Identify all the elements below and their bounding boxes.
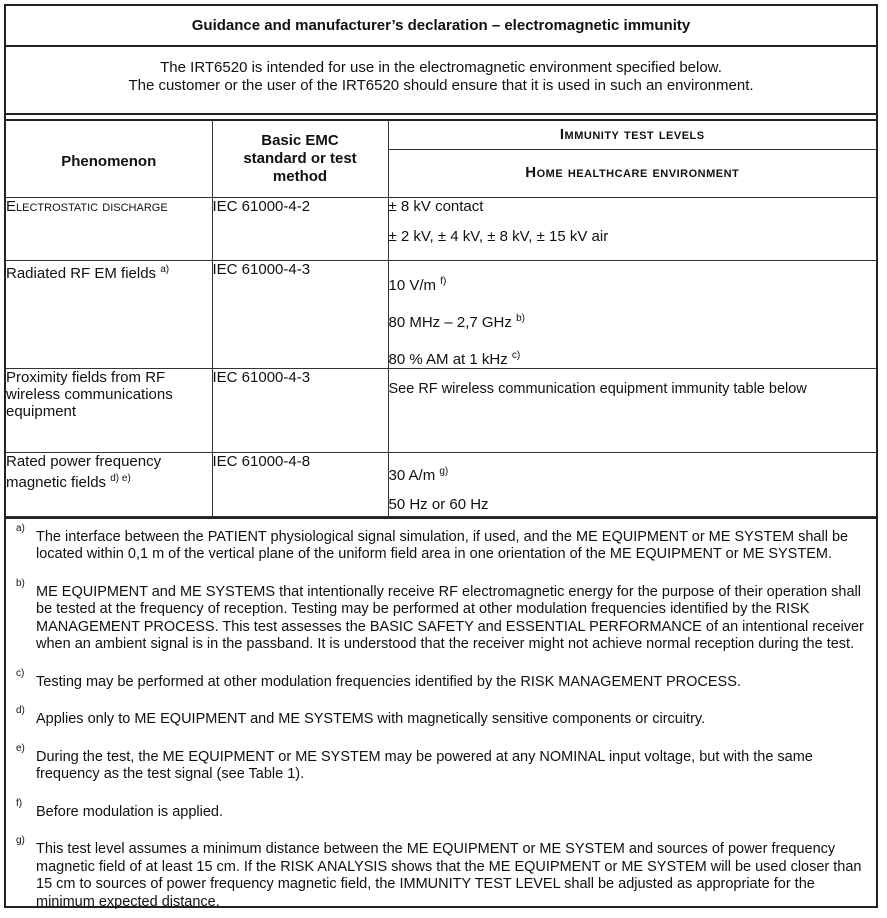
header-standard: Basic EMC standard or test method bbox=[212, 121, 388, 197]
levels-cell bbox=[388, 452, 876, 516]
level-item: 10 V/m $^{f)}$ bbox=[388, 275, 447, 294]
table-row bbox=[6, 197, 876, 260]
footnote-ref: g) bbox=[439, 465, 449, 477]
footnote-mark: a) bbox=[16, 522, 25, 534]
standard-cell: IEC 61000-4-8 bbox=[212, 452, 388, 516]
immunity-table bbox=[6, 121, 876, 517]
footnote-item bbox=[16, 578, 870, 654]
table-row bbox=[6, 260, 876, 368]
phenomenon-cell bbox=[6, 368, 212, 452]
levels-cell bbox=[388, 197, 876, 260]
document-title: Guidance and manufacturer’s declaration – electromagnetic immunity bbox=[6, 6, 876, 47]
footnote-mark: b) bbox=[16, 577, 25, 589]
phenomenon-cell bbox=[6, 452, 212, 516]
footnote-text: Before modulation is applied. bbox=[36, 803, 224, 820]
footnote-text: This test level assumes a minimum distance between the ME EQUIPMENT or ME SYSTEM and sources of power frequency magnetic field of at least 15 cm. If the RISK ANALYSIS shows that the ME EQUIPMENT or ME SYSTEM will be used closer than 15 cm to sources of power frequency magnetic field, the IMMUNITY TEST LEVEL shall be adjusted as appropriate for the minimum expected distance. bbox=[36, 841, 862, 910]
footnote-mark: d) bbox=[16, 705, 25, 716]
footnote-mark: e) bbox=[16, 742, 25, 754]
header-immunity-levels: Immunity test levels bbox=[388, 121, 876, 149]
footnote-ref: b) bbox=[516, 312, 525, 324]
emc-immunity-declaration bbox=[4, 4, 878, 908]
header-phenomenon: Phenomenon bbox=[6, 121, 212, 197]
footnote-item bbox=[16, 835, 870, 911]
intro-line-1: The IRT6520 is intended for use in the electromagnetic environment specified below. bbox=[160, 59, 722, 76]
footnote-item bbox=[16, 705, 870, 729]
footnote-item bbox=[16, 523, 870, 564]
intro-line-2: The customer or the user of the IRT6520 should ensure that it is used in such an environment. bbox=[128, 77, 754, 94]
table-row bbox=[6, 368, 876, 452]
phenomenon-text: Radiated RF EM fields bbox=[6, 264, 157, 282]
footnote-ref: d) e) bbox=[110, 472, 131, 484]
footnote-item bbox=[16, 798, 870, 822]
levels-cell bbox=[388, 260, 876, 368]
footnote-item bbox=[16, 743, 870, 784]
phenomenon-text: Proximity fields from RF wireless communications equipment bbox=[6, 368, 173, 420]
table-row bbox=[6, 452, 876, 516]
footnote-mark: c) bbox=[16, 667, 25, 679]
level-item: 80 MHz – 2,7 GHz $^{b)}$ bbox=[388, 312, 525, 331]
standard-cell: IEC 61000-4-3 bbox=[212, 368, 388, 452]
level-item: 50 Hz or 60 Hz bbox=[388, 495, 489, 513]
standard-cell: IEC 61000-4-2 bbox=[212, 197, 388, 260]
footnote-mark: f) bbox=[16, 797, 23, 809]
footnotes bbox=[6, 517, 876, 912]
phenomenon-cell bbox=[6, 260, 212, 368]
footnote-ref: f) bbox=[440, 275, 447, 287]
level-item: ± 2 kV, ± 4 kV, ± 8 kV, ± 15 kV air bbox=[388, 227, 609, 245]
footnote-mark: g) bbox=[16, 835, 25, 846]
levels-cell bbox=[388, 368, 876, 452]
phenomenon-cell bbox=[6, 197, 212, 260]
level-item: 80 % AM at 1 kHz $^{c)}$ bbox=[388, 349, 521, 368]
footnote-item bbox=[16, 668, 870, 692]
intro-text bbox=[6, 47, 876, 115]
phenomenon-text: Electrostatic discharge bbox=[6, 197, 168, 215]
footnote-ref: a) bbox=[160, 263, 170, 275]
footnote-text: Testing may be performed at other modulation frequencies identified by the RISK MANAGEMENT PROCESS. bbox=[36, 673, 741, 690]
footnote-ref: c) bbox=[511, 349, 521, 361]
level-item: 30 A/m $^{g)}$ bbox=[388, 465, 449, 484]
footnote-text: Applies only to ME EQUIPMENT and ME SYSTEMS with magnetically sensitive components or circuitry. bbox=[36, 711, 706, 727]
level-item: ± 8 kV contact bbox=[388, 197, 484, 215]
level-item: See RF wireless communication equipment immunity table below bbox=[388, 380, 807, 397]
phenomenon-text: Rated power frequency magnetic fields bbox=[6, 452, 162, 491]
footnote-text: The interface between the PATIENT physiological signal simulation, if used, and the ME EQUIPMENT or ME SYSTEM shall be located within 0,1 m of the vertical plane of the uniform field area in one orientation of the ME EQUIPMENT or ME SYSTEM. bbox=[36, 528, 849, 562]
header-home-healthcare: Home healthcare environment bbox=[388, 149, 876, 197]
footnote-text: During the test, the ME EQUIPMENT or ME SYSTEM may be powered at any NOMINAL input voltage, but with the same frequency as the test signal (see Table 1). bbox=[36, 748, 813, 782]
standard-cell: IEC 61000-4-3 bbox=[212, 260, 388, 368]
footnote-text: ME EQUIPMENT and ME SYSTEMS that intentionally receive RF electromagnetic energy for the purpose of their operation shall be tested at the frequency of reception. Testing may be performed at other modulation frequencies identified by the RISK MANAGEMENT PROCESS. This test assesses the BASIC SAFETY and ESSENTIAL PERFORMANCE of an intentional receiver when an ambient signal is in the passband. It is understood that the receiver might not achieve normal reception during the test. bbox=[36, 583, 864, 652]
